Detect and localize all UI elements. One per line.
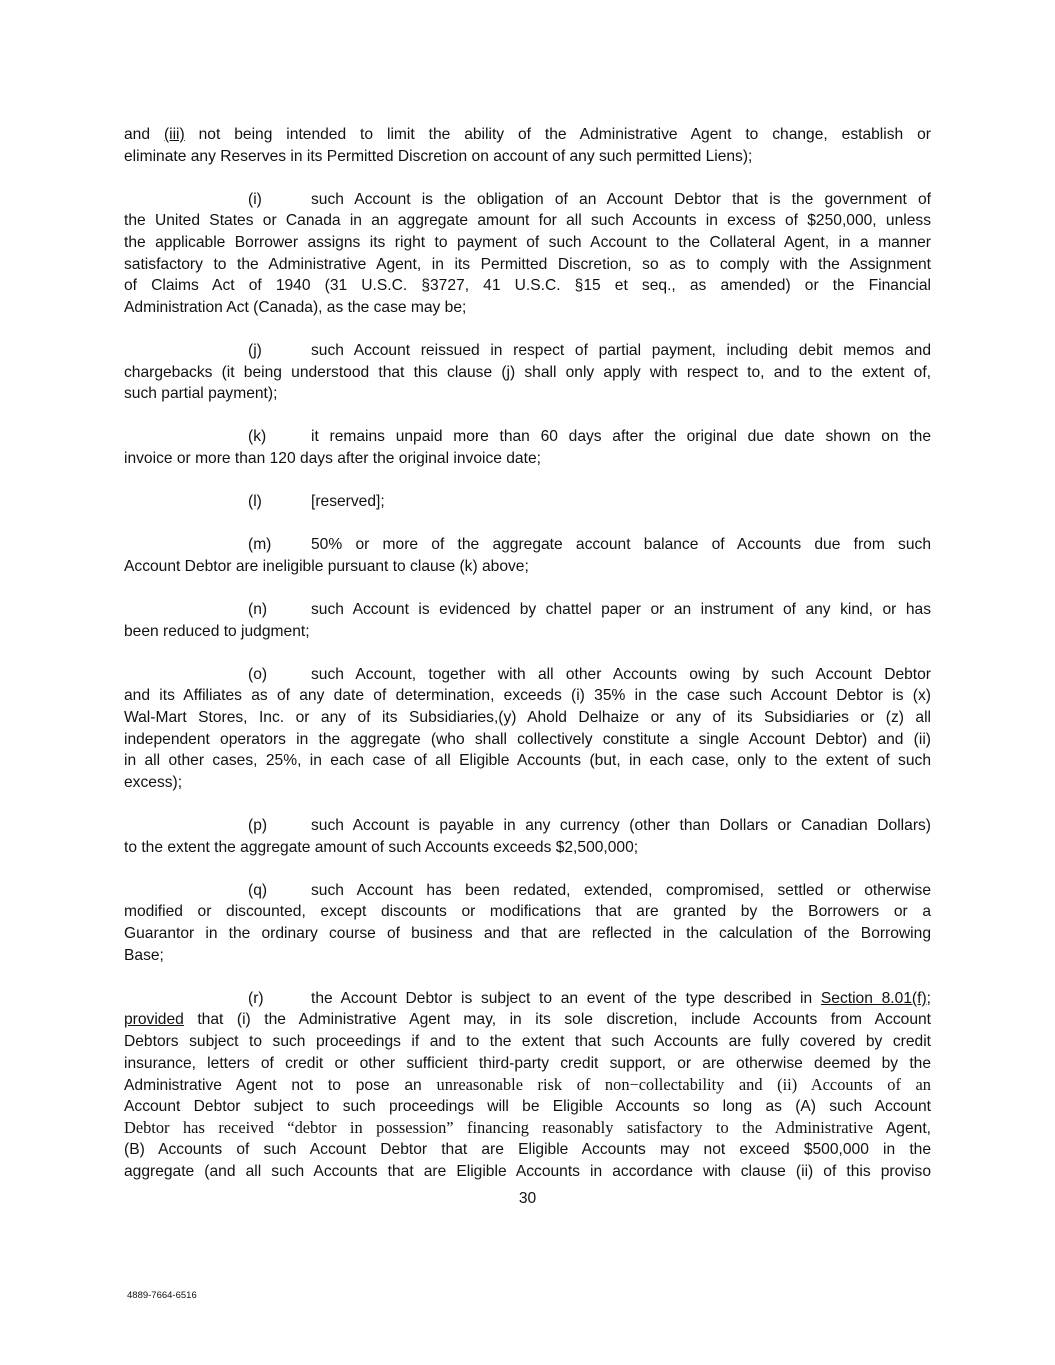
text-segment: been reduced to judgment; (124, 622, 310, 640)
text-line (124, 945, 931, 967)
clause-label: (r) (248, 989, 264, 1007)
text-line (124, 1053, 931, 1075)
clause-label: (o) (248, 665, 268, 683)
text-segment: insurance, letters of credit or other sufficient third-party credit support, or are otherwise deemed by the (124, 1054, 931, 1072)
text-segment: Debtor has received “debtor in possession” financing reasonably satisfactory to the Administrative (124, 1118, 874, 1138)
clause-j (124, 340, 931, 405)
text-line (124, 621, 931, 643)
text-line (124, 210, 931, 232)
clause-o (124, 664, 931, 794)
text-line (124, 923, 931, 945)
text-line (124, 297, 931, 319)
text-line (124, 837, 931, 859)
clause-label: (n) (248, 601, 268, 619)
text-line (124, 556, 931, 578)
document-id: 4889-7664-6516 (127, 1290, 197, 1301)
text-segment: and (124, 126, 164, 143)
text-segment: ; (926, 989, 931, 1007)
text-line (124, 124, 931, 146)
text-segment: Account Debtor subject to such proceedings will be Eligible Accounts so long as (A) such Account (124, 1097, 931, 1115)
text-line (124, 1031, 931, 1053)
text-line (124, 1117, 931, 1139)
clause-label: (k) (248, 428, 267, 446)
text-line (124, 189, 931, 211)
text-line (124, 146, 931, 168)
text-segment: such Account has been redated, extended, compromised, settled or otherwise (311, 881, 931, 899)
page-number: 30 (518, 1190, 537, 1207)
text-segment: [reserved]; (311, 493, 385, 511)
clause-p (124, 815, 931, 858)
text-segment: the Account Debtor is subject to an event of the type described in (311, 989, 821, 1007)
text-line (124, 534, 931, 556)
text-segment: invoice or more than 120 days after the original invoice date; (124, 449, 541, 467)
clause-q (124, 880, 931, 966)
text-segment: the applicable Borrower assigns its right to payment of such Account to the Collateral Agent, in a manner (124, 233, 931, 251)
text-line (124, 1009, 931, 1031)
text-line (124, 772, 931, 794)
underlined-reference: (iii) (163, 126, 185, 143)
text-segment: that (i) the Administrative Agent may, in its sole discretion, include Accounts from Account (183, 1011, 931, 1029)
text-segment: to the extent the aggregate amount of such Accounts exceeds $2,500,000; (124, 838, 639, 856)
text-line (124, 815, 931, 837)
clause-label: (q) (248, 881, 268, 899)
paragraph (124, 124, 931, 167)
text-line (124, 1096, 931, 1118)
text-line (124, 491, 931, 513)
text-line (124, 340, 931, 362)
clause-label: (p) (248, 817, 268, 834)
text-segment: chargebacks (it being understood that this clause (j) shall only apply with respect to, and to the extent of, (124, 363, 931, 381)
text-segment: Administrative Agent not to pose an (124, 1077, 437, 1095)
text-segment: aggregate (and all such Accounts that are Eligible Accounts in accordance with clause (ii) of this proviso (124, 1162, 931, 1180)
text-line (124, 362, 931, 384)
text-segment: such partial payment); (124, 385, 278, 403)
text-segment: excess); (124, 773, 183, 791)
clause-label: (m) (248, 536, 272, 554)
text-line (124, 448, 931, 470)
text-line (124, 1074, 931, 1096)
text-segment: of Claims Act of 1940 (31 U.S.C. §3727, 41 U.S.C. §15 et seq., as amended) or the Financial (124, 277, 931, 295)
text-line (124, 880, 931, 902)
underlined-reference: provided (124, 1011, 184, 1029)
text-segment: Guarantor in the ordinary course of business and that are reflected in the calculation of the Borrowing (124, 924, 931, 942)
text-segment: eliminate any Reserves in its Permitted Discretion on account of any such permitted Liens); (124, 147, 753, 165)
text-line (124, 599, 931, 621)
text-line (124, 988, 931, 1010)
text-line (124, 685, 931, 707)
underlined-reference: Section 8.01(f) (820, 989, 927, 1007)
clause-n (124, 599, 931, 642)
text-segment: Account Debtor are ineligible pursuant to clause (k) above; (124, 557, 529, 575)
text-line (124, 750, 931, 772)
text-segment: it remains unpaid more than 60 days after the original due date shown on the (311, 428, 931, 446)
text-segment: Wal-Mart Stores, Inc. or any of its Subsidiaries,(y) Ahold Delhaize or any of its Subsidiaries or (z) all (124, 709, 931, 727)
text-line (124, 275, 931, 297)
text-segment: modified or discounted, except discounts or modifications that are granted by the Borrowers or a (124, 903, 931, 921)
text-line (124, 729, 931, 751)
text-segment: such Account is payable in any currency (other than Dollars or Canadian Dollars) (311, 817, 931, 834)
clause-label: (j) (248, 341, 262, 359)
text-line (124, 664, 931, 686)
text-line (124, 254, 931, 276)
text-line (124, 426, 931, 448)
document-body (124, 124, 931, 1204)
text-line (124, 1139, 931, 1161)
text-segment: not being intended to limit the ability of the Administrative Agent to change, establish or (184, 126, 931, 143)
clause-label: (l) (248, 493, 262, 511)
clause-k (124, 426, 931, 469)
text-segment: (B) Accounts of such Account Debtor that are Eligible Accounts may not exceed $500,000 in the (124, 1140, 931, 1158)
text-line (124, 232, 931, 254)
text-segment: satisfactory to the Administrative Agent, in its Permitted Discretion, so as to comply with the Assignment (124, 255, 931, 273)
text-segment: Base; (124, 946, 164, 964)
text-line (124, 383, 931, 405)
text-segment: unreasonable risk of non−collectability and (ii) Accounts of an (436, 1075, 931, 1095)
text-segment: 50% or more of the aggregate account balance of Accounts due from such (311, 536, 931, 554)
text-segment: and its Affiliates as of any date of determination, exceeds (i) 35% in the case such Account Debtor is (x) (124, 687, 931, 705)
text-segment: independent operators in the aggregate (who shall collectively constitute a single Account Debtor) and (ii) (124, 730, 931, 748)
text-segment: Agent, (873, 1120, 931, 1138)
text-segment: such Account is evidenced by chattel paper or an instrument of any kind, or has (311, 601, 931, 619)
text-line (124, 707, 931, 729)
clause-l (124, 491, 931, 513)
text-segment: Administration Act (Canada), as the case may be; (124, 298, 467, 316)
text-segment: such Account reissued in respect of partial payment, including debit memos and (311, 341, 931, 359)
clause-m (124, 534, 931, 577)
text-segment: in all other cases, 25%, in each case of all Eligible Accounts (but, in each case, only to the extent of such (124, 752, 931, 770)
text-segment: Debtors subject to such proceedings if and to the extent that such Accounts are fully covered by credit (124, 1032, 931, 1050)
text-segment: the United States or Canada in an aggregate amount for all such Accounts in excess of $250,000, unless (124, 212, 931, 230)
text-segment: such Account, together with all other Accounts owing by such Account Debtor (311, 665, 931, 683)
text-line (124, 1161, 931, 1183)
text-line (124, 901, 931, 923)
text-segment: such Account is the obligation of an Account Debtor that is the government of (311, 190, 931, 208)
clause-label: (i) (248, 190, 262, 208)
clause-i (124, 189, 931, 319)
clause-r (124, 988, 931, 1182)
